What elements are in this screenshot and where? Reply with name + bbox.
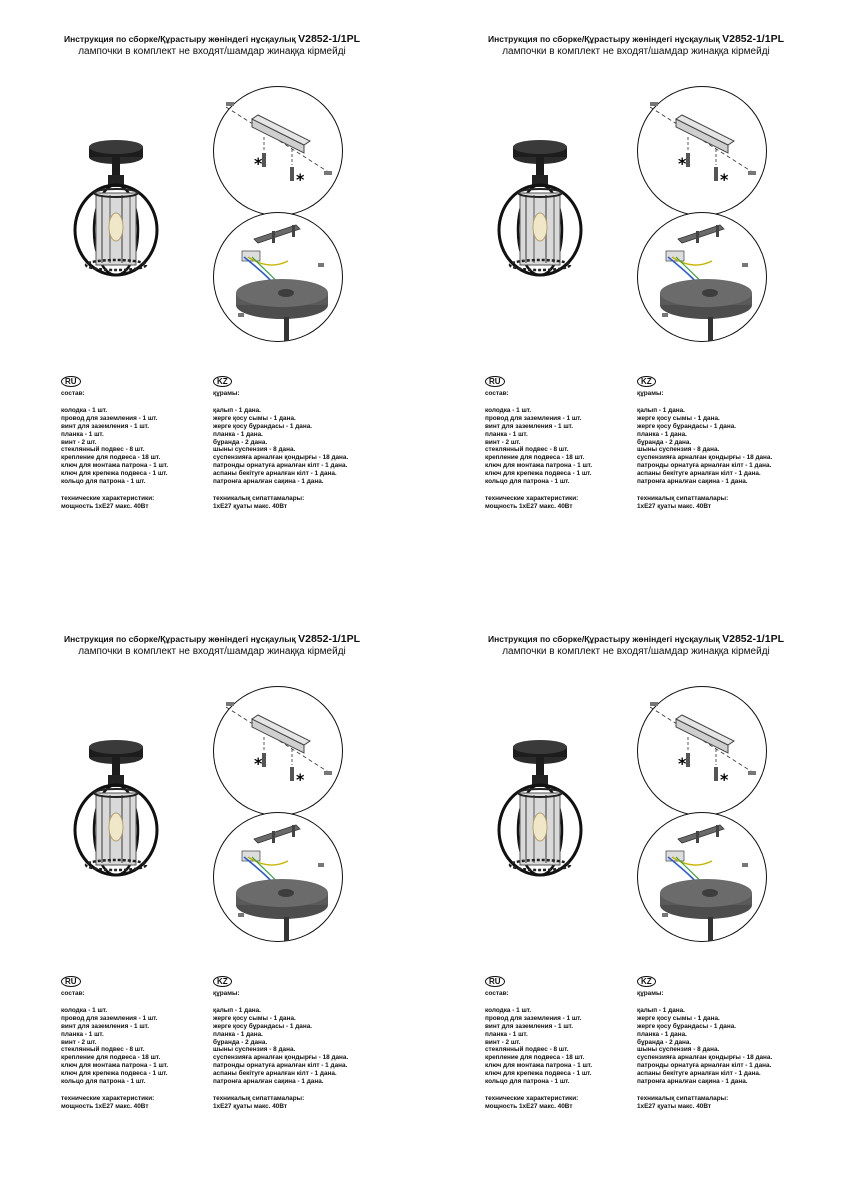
lamp-illustration (490, 135, 590, 285)
kz-heading: құрамы: (213, 990, 240, 997)
kz-heading: құрамы: (637, 390, 664, 397)
asterisk-marker: * (720, 770, 729, 789)
list-item: аспаны бекітуге арналған кілт - 1 дана. (637, 1070, 761, 1078)
ru-heading: состав: (485, 990, 509, 997)
list-item: бұранда - 2 дана. (213, 438, 268, 446)
list-item: винт для заземления - 1 шт. (61, 1022, 149, 1030)
ru-spec-heading: технические характеристики: (485, 1094, 579, 1102)
list-item: суспензияға арналған қондырғы - 18 дана. (637, 1054, 773, 1062)
kz-spec: 1хЕ27 қуаты макс. 40Вт (637, 1102, 712, 1110)
list-item: винт - 2 шт. (485, 438, 521, 446)
title-text: Инструкция по сборке/Құрастыру жөніндегі нұсқаулық (64, 34, 299, 44)
list-item: крепление для подвеса - 18 шт. (485, 1054, 585, 1062)
ru-badge: RU (61, 376, 81, 387)
list-item: қалып - 1 дана. (637, 1006, 685, 1014)
kz-spec: 1хЕ27 қуаты макс. 40Вт (637, 502, 712, 510)
list-item: қалып - 1 дана. (213, 1006, 261, 1014)
list-item: ключ для монтажа патрона - 1 шт. (485, 1062, 593, 1070)
list-item: жерге қосу сымы - 1 дана. (213, 414, 296, 422)
kz-items (637, 1007, 817, 1086)
wiring-detail (637, 812, 767, 942)
list-item: бұранда - 2 дана. (213, 1038, 268, 1046)
ru-spec: мощность 1хЕ27 макс. 40Вт (61, 1102, 149, 1110)
list-item: патронға арналған сақина - 1 дана. (637, 1078, 748, 1086)
kz-badge: KZ (213, 976, 232, 987)
list-item: бұранда - 2 дана. (637, 438, 692, 446)
list-item: планка - 1 дана. (637, 430, 687, 438)
ru-heading: состав: (61, 390, 85, 397)
ru-badge: RU (485, 976, 505, 987)
list-item: крепление для подвеса - 18 шт. (61, 1054, 161, 1062)
kz-badge: KZ (213, 376, 232, 387)
list-item: жерге қосу сымы - 1 дана. (213, 1014, 296, 1022)
instruction-sheet (424, 600, 848, 1200)
wiring-detail (213, 212, 343, 342)
list-item: шыны суспензия - 8 дана. (637, 446, 720, 454)
list-item: патронды орнатуға арналған кілт - 1 дана. (213, 462, 348, 470)
instruction-sheet (424, 0, 848, 600)
asterisk-marker: * (720, 170, 729, 189)
ru-badge: RU (485, 376, 505, 387)
list-item: қалып - 1 дана. (213, 406, 261, 414)
list-item: колодка - 1 шт. (485, 406, 532, 414)
list-item: планка - 1 дана. (213, 430, 263, 438)
ru-spec: мощность 1хЕ27 макс. 40Вт (485, 1102, 573, 1110)
list-item: провод для заземления - 1 шт. (485, 1014, 582, 1022)
kz-spec-heading: техникалық сипаттамалары: (637, 494, 729, 502)
list-item: винт - 2 шт. (485, 1038, 521, 1046)
ru-spec-heading: технические характеристики: (61, 1094, 155, 1102)
kz-spec-heading: техникалық сипаттамалары: (213, 494, 305, 502)
list-item: крепление для подвеса - 18 шт. (61, 454, 161, 462)
kz-heading: құрамы: (637, 990, 664, 997)
list-item: колодка - 1 шт. (61, 1006, 108, 1014)
ru-items (61, 1007, 201, 1086)
list-item: шыны суспензия - 8 дана. (637, 1046, 720, 1054)
kz-heading: құрамы: (213, 390, 240, 397)
list-item: винт - 2 шт. (61, 438, 97, 446)
list-item: провод для заземления - 1 шт. (61, 414, 158, 422)
list-item: жерге қосу бұрандасы - 1 дана. (637, 1022, 737, 1030)
list-item: провод для заземления - 1 шт. (485, 414, 582, 422)
list-item: жерге қосу сымы - 1 дана. (637, 414, 720, 422)
kz-spec-heading: техникалық сипаттамалары: (637, 1094, 729, 1102)
kz-badge: KZ (637, 976, 656, 987)
list-item: жерге қосу бұрандасы - 1 дана. (637, 422, 737, 430)
ru-spec: мощность 1хЕ27 макс. 40Вт (485, 502, 573, 510)
list-item: бұранда - 2 дана. (637, 1038, 692, 1046)
ru-heading: состав: (485, 390, 509, 397)
list-item: ключ для монтажа патрона - 1 шт. (485, 462, 593, 470)
list-item: планка - 1 шт. (485, 1030, 528, 1038)
asterisk-marker: * (296, 170, 305, 189)
list-item: колодка - 1 шт. (61, 406, 108, 414)
list-item: ключ для крепежа подвеса - 1 шт. (61, 470, 168, 478)
list-item: ключ для крепежа подвеса - 1 шт. (61, 1070, 168, 1078)
kz-column (637, 976, 817, 1111)
list-item: кольцо для патрона - 1 шт. (61, 478, 146, 486)
ru-spec-heading: технические характеристики: (485, 494, 579, 502)
kz-items (213, 407, 393, 486)
list-item: суспензияға арналған қондырғы - 18 дана. (213, 1054, 349, 1062)
list-item: ключ для монтажа патрона - 1 шт. (61, 1062, 169, 1070)
title-text: Инструкция по сборке/Құрастыру жөніндегі нұсқаулық (488, 34, 723, 44)
list-item: планка - 1 шт. (61, 1030, 104, 1038)
ru-column (485, 376, 625, 511)
asterisk-marker: * (254, 154, 263, 173)
mounting-plate-detail (637, 86, 767, 216)
ru-spec: мощность 1хЕ27 макс. 40Вт (61, 502, 149, 510)
list-item: жерге қосу бұрандасы - 1 дана. (213, 422, 313, 430)
model-code: V2852-1/1PL (722, 633, 784, 645)
ru-heading: состав: (61, 990, 85, 997)
list-item: винт для заземления - 1 шт. (485, 1022, 573, 1030)
list-item: жерге қосу бұрандасы - 1 дана. (213, 1022, 313, 1030)
ru-column (61, 976, 201, 1111)
list-item: планка - 1 дана. (637, 1030, 687, 1038)
list-item: стеклянный подвес - 8 шт. (485, 1046, 569, 1054)
mounting-plate-detail (637, 686, 767, 816)
kz-column (637, 376, 817, 511)
list-item: патронды орнатуға арналған кілт - 1 дана. (637, 1062, 772, 1070)
ru-items (61, 407, 201, 486)
kz-spec: 1хЕ27 қуаты макс. 40Вт (213, 1102, 288, 1110)
list-item: планка - 1 шт. (485, 430, 528, 438)
list-item: планка - 1 шт. (61, 430, 104, 438)
list-item: кольцо для патрона - 1 шт. (61, 1078, 146, 1086)
title-text: Инструкция по сборке/Құрастыру жөніндегі нұсқаулық (64, 634, 299, 644)
list-item: кольцо для патрона - 1 шт. (485, 478, 570, 486)
kz-items (637, 407, 817, 486)
lamp-illustration (66, 135, 166, 285)
sheet-subtitle: лампочки в комплект не входят/шамдар жинаққа кірмейді (78, 646, 346, 657)
list-item: жерге қосу сымы - 1 дана. (637, 1014, 720, 1022)
ru-items (485, 1007, 625, 1086)
ru-spec-heading: технические характеристики: (61, 494, 155, 502)
list-item: аспаны бекітуге арналған кілт - 1 дана. (213, 1070, 337, 1078)
list-item: стеклянный подвес - 8 шт. (61, 446, 145, 454)
asterisk-marker: * (296, 770, 305, 789)
list-item: шыны суспензия - 8 дана. (213, 1046, 296, 1054)
kz-badge: KZ (637, 376, 656, 387)
list-item: ключ для монтажа патрона - 1 шт. (61, 462, 169, 470)
list-item: шыны суспензия - 8 дана. (213, 446, 296, 454)
list-item: аспаны бекітуге арналған кілт - 1 дана. (213, 470, 337, 478)
lamp-illustration (66, 735, 166, 885)
sheet-subtitle: лампочки в комплект не входят/шамдар жинаққа кірмейді (502, 646, 770, 657)
list-item: колодка - 1 шт. (485, 1006, 532, 1014)
list-item: қалып - 1 дана. (637, 406, 685, 414)
list-item: ключ для крепежа подвеса - 1 шт. (485, 470, 592, 478)
list-item: патронды орнатуға арналған кілт - 1 дана. (213, 1062, 348, 1070)
asterisk-marker: * (254, 754, 263, 773)
list-item: стеклянный подвес - 8 шт. (61, 1046, 145, 1054)
ru-badge: RU (61, 976, 81, 987)
list-item: винт - 2 шт. (61, 1038, 97, 1046)
list-item: суспензияға арналған қондырғы - 18 дана. (637, 454, 773, 462)
model-code: V2852-1/1PL (298, 33, 360, 45)
kz-items (213, 1007, 393, 1086)
sheet-subtitle: лампочки в комплект не входят/шамдар жинаққа кірмейді (78, 46, 346, 57)
list-item: ключ для крепежа подвеса - 1 шт. (485, 1070, 592, 1078)
list-item: винт для заземления - 1 шт. (61, 422, 149, 430)
list-item: аспаны бекітуге арналған кілт - 1 дана. (637, 470, 761, 478)
sheet-subtitle: лампочки в комплект не входят/шамдар жинаққа кірмейді (502, 46, 770, 57)
list-item: планка - 1 дана. (213, 1030, 263, 1038)
list-item: провод для заземления - 1 шт. (61, 1014, 158, 1022)
asterisk-marker: * (678, 154, 687, 173)
list-item: крепление для подвеса - 18 шт. (485, 454, 585, 462)
instruction-sheet (0, 0, 424, 600)
kz-column (213, 376, 393, 511)
list-item: патронға арналған сақина - 1 дана. (213, 1078, 324, 1086)
title-text: Инструкция по сборке/Құрастыру жөніндегі нұсқаулық (488, 634, 723, 644)
list-item: винт для заземления - 1 шт. (485, 422, 573, 430)
sheet-title (0, 633, 424, 645)
wiring-detail (637, 212, 767, 342)
sheet-title (0, 33, 424, 45)
ru-column (61, 376, 201, 511)
ru-items (485, 407, 625, 486)
list-item: патронға арналған сақина - 1 дана. (637, 478, 748, 486)
asterisk-marker: * (678, 754, 687, 773)
model-code: V2852-1/1PL (298, 633, 360, 645)
list-item: патронға арналған сақина - 1 дана. (213, 478, 324, 486)
ru-column (485, 976, 625, 1111)
instruction-sheet (0, 600, 424, 1200)
wiring-detail (213, 812, 343, 942)
lamp-illustration (490, 735, 590, 885)
mounting-plate-detail (213, 686, 343, 816)
kz-column (213, 976, 393, 1111)
mounting-plate-detail (213, 86, 343, 216)
list-item: стеклянный подвес - 8 шт. (485, 446, 569, 454)
sheet-title (424, 633, 848, 645)
list-item: патронды орнатуға арналған кілт - 1 дана. (637, 462, 772, 470)
model-code: V2852-1/1PL (722, 33, 784, 45)
list-item: кольцо для патрона - 1 шт. (485, 1078, 570, 1086)
list-item: суспензияға арналған қондырғы - 18 дана. (213, 454, 349, 462)
kz-spec-heading: техникалық сипаттамалары: (213, 1094, 305, 1102)
kz-spec: 1хЕ27 қуаты макс. 40Вт (213, 502, 288, 510)
sheet-title (424, 33, 848, 45)
